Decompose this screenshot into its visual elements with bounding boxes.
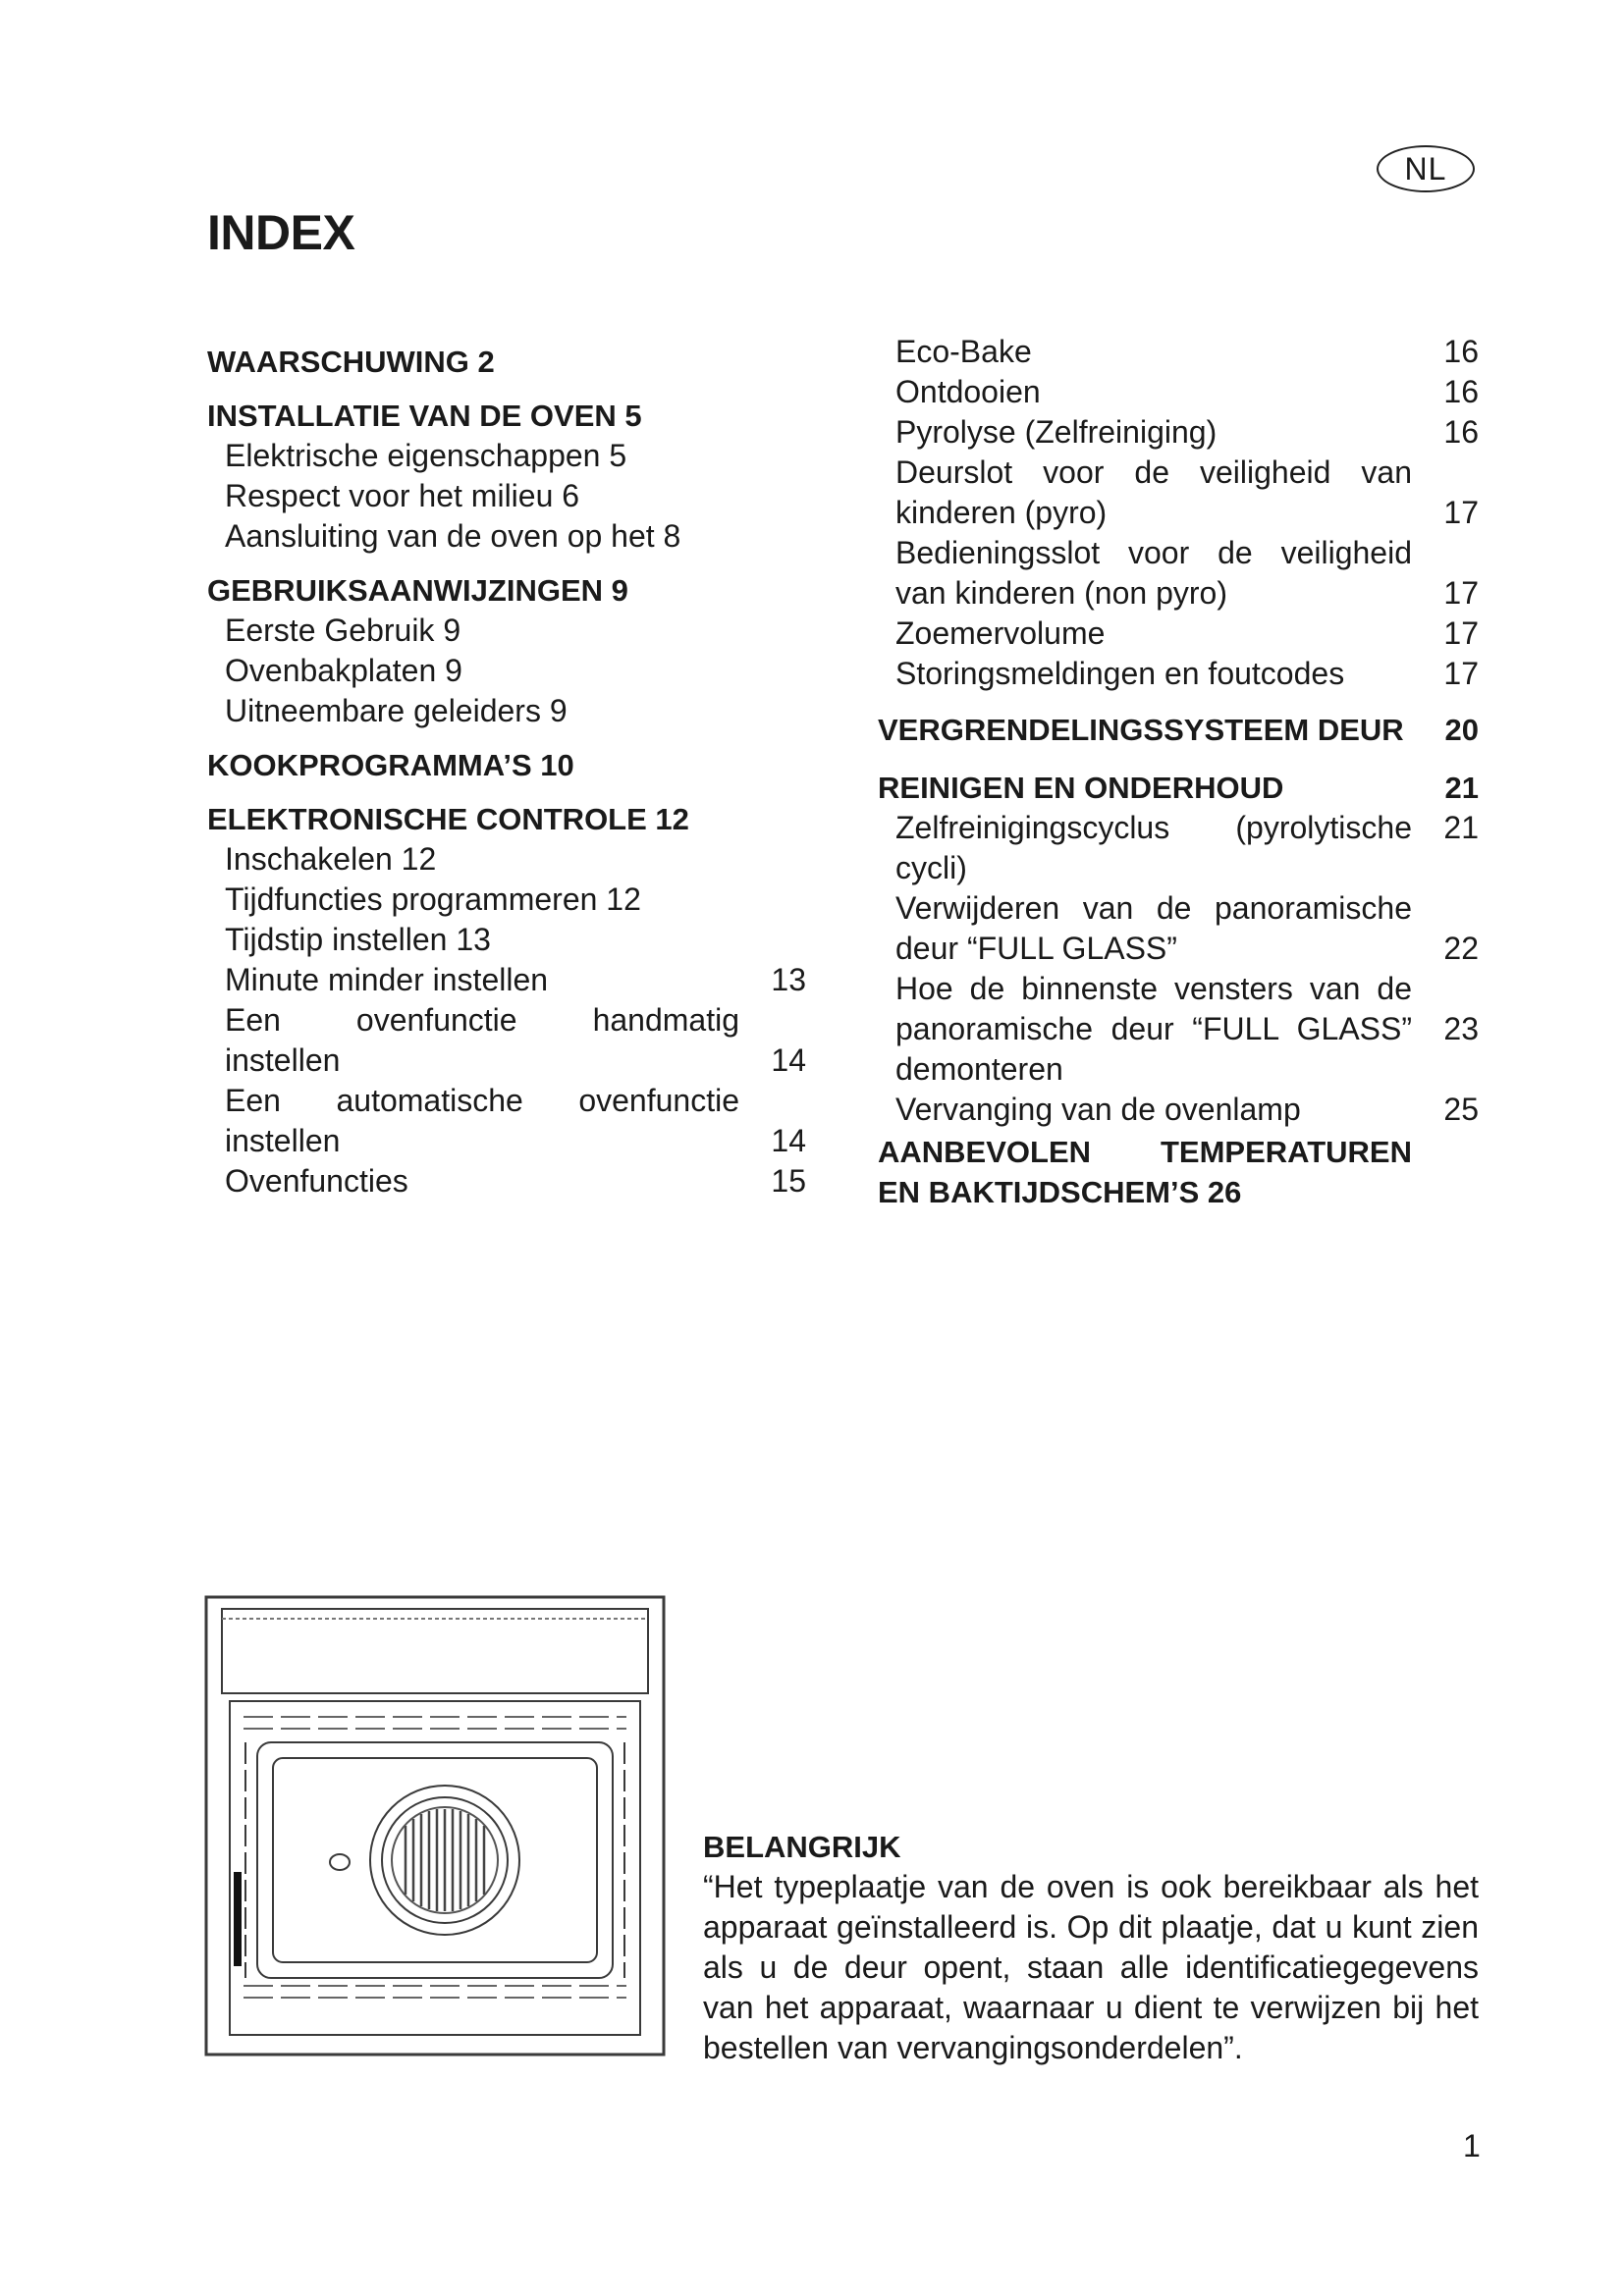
toc-heading-recommended[interactable] <box>878 1132 1479 1212</box>
toc-item-text: Ovenfuncties <box>225 1163 408 1199</box>
toc-heading-text: VERGRENDELINGSSYSTEEM DEUR <box>878 713 1404 747</box>
toc-item-text: Hoe de binnenste vensters van de <box>895 971 1412 1006</box>
toc-heading-warnings[interactable]: WAARSCHUWING 2 <box>207 345 495 379</box>
toc-page-number: 21 <box>1444 771 1479 805</box>
toc-item[interactable]: Eerste Gebruik 9 <box>225 613 461 648</box>
toc-item-text: Storingsmeldingen en foutcodes <box>895 656 1345 691</box>
toc-item-text: instellen <box>225 1042 341 1078</box>
toc-item-text: Bedieningsslot voor de veiligheid <box>895 535 1412 570</box>
toc-item-eco[interactable] <box>878 332 1479 372</box>
toc-item[interactable]: Respect voor het milieu 6 <box>225 478 580 513</box>
toc-heading-electronic[interactable]: ELEKTRONISCHE CONTROLE 12 <box>207 802 689 836</box>
toc-item-auto[interactable] <box>207 1081 806 1161</box>
language-badge <box>1377 145 1475 192</box>
toc-item[interactable]: Ovenbakplaten 9 <box>225 653 462 688</box>
toc-heading-text: AANBEVOLEN TEMPERATUREN <box>878 1135 1412 1169</box>
toc-right-column <box>878 332 1479 1212</box>
toc-item-lamp[interactable] <box>878 1090 1479 1130</box>
toc-page-number: 23 <box>1443 1011 1479 1046</box>
toc-page-number: 17 <box>1443 656 1479 691</box>
toc-heading-cooking[interactable]: KOOKPROGRAMMA’S 10 <box>207 748 574 782</box>
toc-page-number: 16 <box>1443 374 1479 409</box>
toc-item-text: kinderen (pyro) <box>895 495 1108 530</box>
page-number: 1 <box>1463 2128 1481 2163</box>
toc-heading-cleaning[interactable] <box>878 768 1479 808</box>
toc-page-number: 14 <box>771 1123 806 1158</box>
toc-item-text: instellen <box>225 1123 341 1158</box>
important-body: “Het typeplaatje van de oven is ook bereikbaar als het apparaat geïnstalleerd is. Op dit plaatje, dat u kunt zien als u de deur opent, staan alle identificatiegegevens van het apparaat, waarnaar u dient te verwijzen bij het bestellen van vervangingsonderdelen”. <box>703 1869 1479 2065</box>
toc-left-column <box>207 342 806 1201</box>
toc-item-text: Minute minder instellen <box>225 962 549 997</box>
toc-item-text: Deurslot voor de veiligheid van <box>895 454 1412 490</box>
toc-item[interactable]: Tijdstip instellen 13 <box>225 922 491 957</box>
toc-item-text: Ontdooien <box>895 374 1041 409</box>
toc-page-number: 21 <box>1443 810 1479 845</box>
toc-item-functions[interactable] <box>207 1161 806 1201</box>
toc-page-number: 15 <box>771 1163 806 1199</box>
toc-item-pyro[interactable] <box>878 412 1479 453</box>
toc-item-minute[interactable] <box>207 960 806 1000</box>
toc-item-doorlock[interactable] <box>878 453 1479 533</box>
important-heading: BELANGRIJK <box>703 1830 901 1864</box>
toc-item[interactable]: Uitneembare geleiders 9 <box>225 693 568 728</box>
important-notice <box>703 1828 1479 2068</box>
toc-item-text: Een automatische ovenfunctie <box>225 1083 739 1118</box>
toc-item-errors[interactable] <box>878 654 1479 694</box>
toc-page-number: 22 <box>1443 931 1479 966</box>
oven-illustration <box>204 1595 666 2058</box>
toc-item[interactable]: Elektrische eigenschappen 5 <box>225 438 627 473</box>
toc-item-removedoor[interactable] <box>878 888 1479 969</box>
toc-item-manual[interactable] <box>207 1000 806 1081</box>
toc-page-number: 16 <box>1443 414 1479 450</box>
toc-page-number: 13 <box>771 962 806 997</box>
toc-page-number: 14 <box>771 1042 806 1078</box>
toc-page-number: 17 <box>1443 615 1479 651</box>
toc-page-number: 17 <box>1443 495 1479 530</box>
toc-item[interactable]: Tijdfuncties programmeren 12 <box>225 881 641 917</box>
toc-item-text: deur “FULL GLASS” <box>895 931 1177 966</box>
language-code: NL <box>1404 150 1447 187</box>
toc-heading-text: EN BAKTIJDSCHEM’S 26 <box>878 1175 1242 1209</box>
toc-item-windows[interactable] <box>878 969 1479 1090</box>
toc-item-text: panoramische deur “FULL GLASS” <box>895 1011 1412 1046</box>
toc-item-text: Zelfreinigingscyclus (pyrolytische <box>895 810 1412 845</box>
toc-page-number: 17 <box>1443 575 1479 611</box>
toc-item-defrost[interactable] <box>878 372 1479 412</box>
toc-heading-usage[interactable]: GEBRUIKSAANWIJZINGEN 9 <box>207 573 628 608</box>
toc-item-text: Een ovenfunctie handmatig <box>225 1002 739 1038</box>
toc-item-text: Zoemervolume <box>895 615 1106 651</box>
toc-item-controllock[interactable] <box>878 533 1479 614</box>
toc-item-text: Vervanging van de ovenlamp <box>895 1092 1301 1127</box>
toc-item-text: Verwijderen van de panoramische <box>895 890 1412 926</box>
toc-item-text: van kinderen (non pyro) <box>895 575 1227 611</box>
toc-item-text: demonteren <box>895 1051 1063 1087</box>
toc-heading-text: REINIGEN EN ONDERHOUD <box>878 771 1284 805</box>
toc-item-text: cycli) <box>895 850 967 885</box>
toc-item-text: Pyrolyse (Zelfreiniging) <box>895 414 1218 450</box>
toc-item-buzzer[interactable] <box>878 614 1479 654</box>
toc-page-number: 16 <box>1443 334 1479 369</box>
toc-item[interactable]: Inschakelen 12 <box>225 841 437 877</box>
toc-item[interactable]: Aansluiting van de oven op het 8 <box>225 518 681 554</box>
page-title: INDEX <box>207 205 355 260</box>
toc-heading-installation[interactable]: INSTALLATIE VAN DE OVEN 5 <box>207 399 642 433</box>
toc-page-number: 25 <box>1443 1092 1479 1127</box>
toc-item-text: Eco-Bake <box>895 334 1032 369</box>
toc-heading-doorsystem[interactable] <box>878 710 1479 750</box>
toc-page-number: 20 <box>1444 713 1479 747</box>
toc-item-selfclean[interactable] <box>878 808 1479 888</box>
